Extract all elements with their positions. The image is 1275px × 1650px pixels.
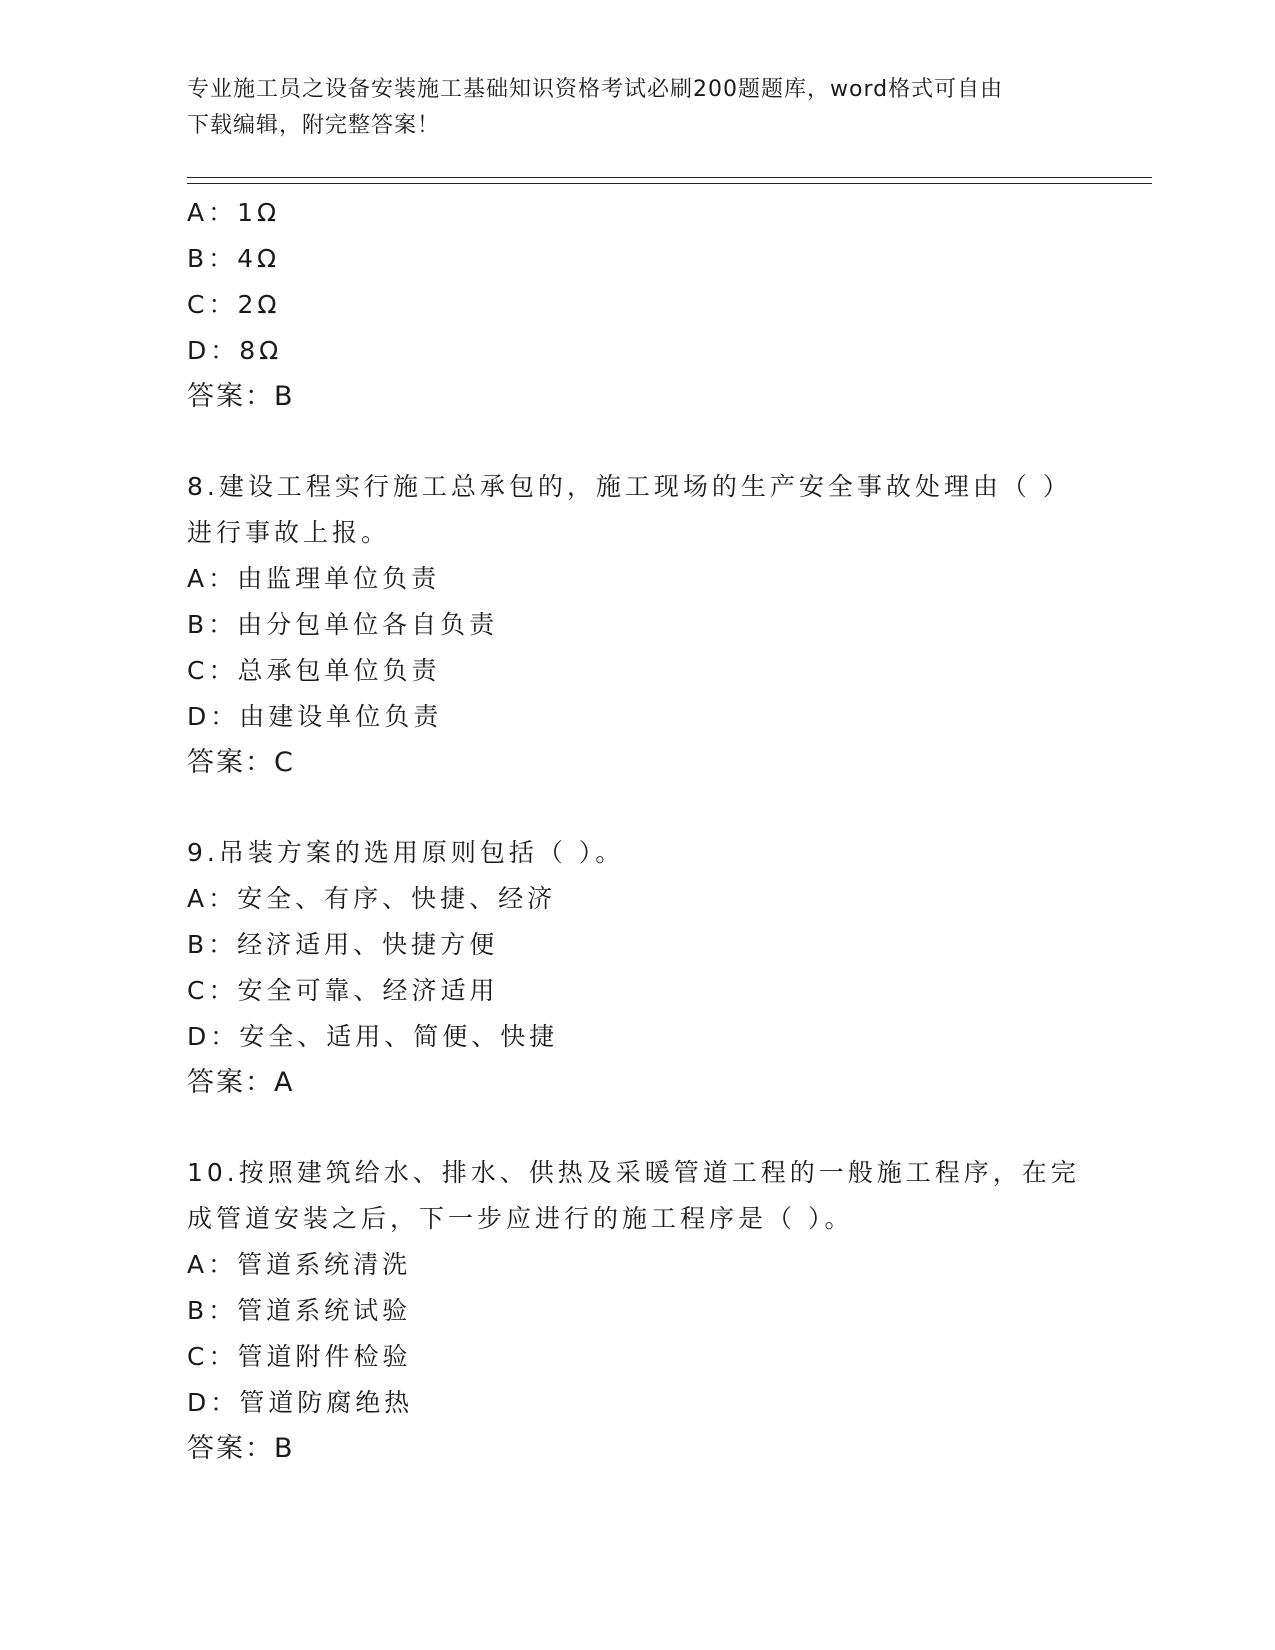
partial-question [187,190,1087,420]
answer-line: 答案：B [187,1433,295,1464]
header-divider-top [187,177,1152,178]
option-a: A：1Ω [187,198,281,227]
option-d: D：安全、适用、简便、快捷 [187,1022,559,1051]
option-b: B：4Ω [187,244,281,273]
document-header [187,72,1067,144]
option-d: D：8Ω [187,336,283,365]
question-text: 8.建设工程实行施工总承包的，施工现场的生产安全事故处理由（ ）进行事故上报。 [187,472,1072,547]
answer-line: 答案：C [187,747,295,778]
question-10 [187,1150,1087,1472]
option-c: C：总承包单位负责 [187,656,441,685]
option-a: A：由监理单位负责 [187,564,441,593]
question-8 [187,464,1087,786]
option-c: C：管道附件检验 [187,1342,412,1371]
question-9 [187,830,1087,1106]
option-c: C：安全可靠、经济适用 [187,976,499,1005]
header-divider-bottom [187,183,1152,184]
option-d: D：由建设单位负责 [187,702,443,731]
option-c: C：2Ω [187,290,281,319]
answer-line: 答案：A [187,1067,295,1098]
option-d: D：管道防腐绝热 [187,1388,414,1417]
option-b: B：由分包单位各自负责 [187,610,499,639]
question-text: 10.按照建筑给水、排水、供热及采暖管道工程的一般施工程序，在完成管道安装之后，下一步应进行的施工程序是（ ）。 [187,1158,1080,1233]
answer-line: 答案：B [187,381,295,412]
question-list [187,190,1087,1472]
question-text: 9.吊装方案的选用原则包括（ ）。 [187,838,625,867]
header-line-2: 下载编辑，附完整答案！ [187,113,441,138]
option-a: A：安全、有序、快捷、经济 [187,884,557,913]
option-b: B：经济适用、快捷方便 [187,930,499,959]
option-a: A：管道系统清洗 [187,1250,412,1279]
header-line-1: 专业施工员之设备安装施工基础知识资格考试必刷200题题库，word格式可自由 [187,77,1004,102]
option-b: B：管道系统试验 [187,1296,412,1325]
